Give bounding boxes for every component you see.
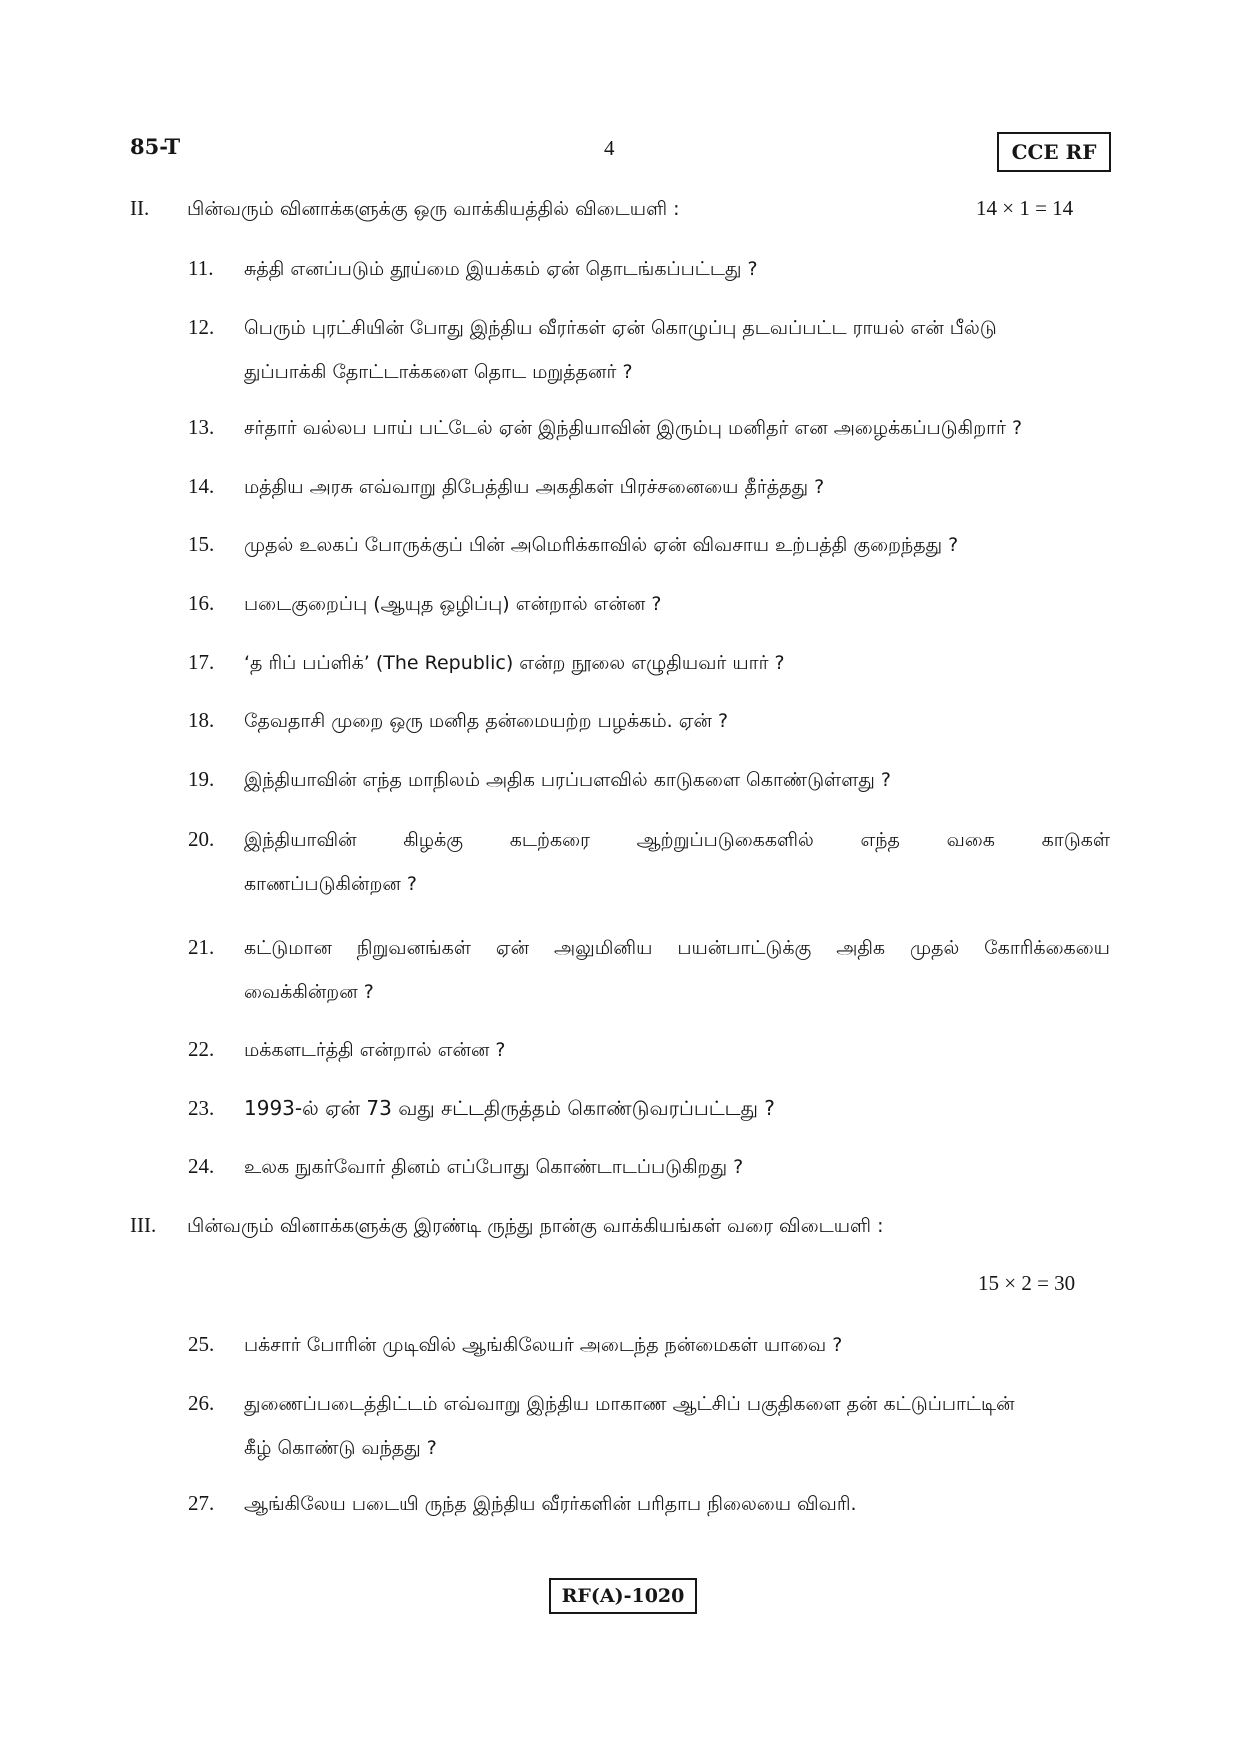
word: நிறுவனங்கள் (356, 937, 471, 959)
question-text-line2: கீழ் கொண்டு வந்தது ? (244, 1437, 437, 1459)
question-number: 21. (188, 935, 215, 959)
question-text-line1 (244, 937, 1110, 962)
word: கோரிக்கையை (984, 937, 1110, 959)
question-text: ‘த ரிப் பப்ளிக்’ (The Republic) என்ற நூலை எழுதியவர் யார் ? (244, 652, 785, 674)
question-text-line2: வைக்கின்றன ? (244, 981, 374, 1003)
question-number: 27. (188, 1491, 215, 1515)
question-number: 25. (188, 1332, 215, 1356)
word: கடற்கரை (509, 829, 590, 851)
word: பயன்பாட்டுக்கு (677, 937, 812, 959)
question-number: 19. (188, 767, 215, 791)
question-number: 24. (188, 1154, 215, 1178)
question-number: 15. (188, 532, 215, 556)
word: காடுகள் (1041, 829, 1110, 851)
question-number: 11. (188, 256, 214, 280)
exam-label-box: CCE RF (997, 132, 1111, 172)
word: ஏன் (495, 937, 530, 959)
question-number: 12. (188, 315, 215, 339)
question-text-line2: துப்பாக்கி தோட்டாக்களை தொட மறுத்தனர் ? (244, 361, 633, 383)
word: எந்த (860, 829, 900, 851)
section-3-number: III. (130, 1213, 157, 1237)
question-number: 26. (188, 1391, 215, 1415)
question-number: 17. (188, 650, 215, 674)
section-3-marks: 15 × 2 = 30 (978, 1271, 1076, 1295)
question-number: 13. (188, 415, 215, 439)
question-text-line1: பெரும் புரட்சியின் போது இந்திய வீரர்கள் ஏன் கொழுப்பு தடவப்பட்ட ராயல் என் பீல்டு (244, 317, 997, 339)
word: கிழக்கு (403, 829, 464, 851)
question-text-line1: துணைப்படைத்திட்டம் எவ்வாறு இந்திய மாகாண ஆட்சிப் பகுதிகளை தன் கட்டுப்பாட்டின் (244, 1393, 1015, 1415)
question-text: ஆங்கிலேய படையி ருந்த இந்திய வீரர்களின் பரிதாப நிலையை விவரி. (244, 1493, 857, 1515)
question-number: 16. (188, 591, 215, 615)
question-number: 23. (188, 1096, 215, 1120)
word: அலுமினிய (554, 937, 653, 959)
paper-code: 85-T (130, 134, 181, 159)
word: முதல் (910, 937, 960, 959)
question-text-line1 (244, 829, 1110, 854)
word: ஆற்றுப்படுகைகளில் (636, 829, 814, 851)
question-text: படைகுறைப்பு (ஆயுத ஒழிப்பு) என்றால் என்ன ? (244, 593, 662, 615)
question-number: 20. (188, 827, 215, 851)
question-text: சர்தார் வல்லப பாய் பட்டேல் ஏன் இந்தியாவின் இரும்பு மனிதர் என அழைக்கப்படுகிறார் ? (244, 417, 1023, 439)
question-text: தேவதாசி முறை ஒரு மனித தன்மையற்ற பழக்கம். ஏன் ? (244, 710, 729, 732)
section-2-instruction: பின்வரும் வினாக்களுக்கு ஒரு வாக்கியத்தில் விடையளி : (187, 198, 680, 220)
question-text: இந்தியாவின் எந்த மாநிலம் அதிக பரப்பளவில் காடுகளை கொண்டுள்ளது ? (244, 769, 891, 791)
footer-code-box: RF(A)-1020 (549, 1578, 697, 1614)
question-text: பக்சார் போரின் முடிவில் ஆங்கிலேயர் அடைந்த நன்மைகள் யாவை ? (244, 1334, 843, 1356)
word: இந்தியாவின் (244, 829, 357, 851)
question-text-line2: காணப்படுகின்றன ? (244, 873, 417, 895)
question-text: முதல் உலகப் போருக்குப் பின் அமெரிக்காவில் ஏன் விவசாய உற்பத்தி குறைந்தது ? (244, 534, 959, 556)
question-text: சுத்தி எனப்படும் தூய்மை இயக்கம் ஏன் தொடங்கப்பட்டது ? (244, 258, 758, 280)
question-text: உலக நுகர்வோர் தினம் எப்போது கொண்டாடப்படுகிறது ? (244, 1156, 744, 1178)
question-text: மத்திய அரசு எவ்வாறு திபேத்திய அகதிகள் பிரச்சனையை தீர்த்தது ? (244, 476, 825, 498)
word: வகை (946, 829, 995, 851)
question-text: மக்களடர்த்தி என்றால் என்ன ? (244, 1039, 506, 1061)
question-text: 1993-ல் ஏன் 73 வது சட்டதிருத்தம் கொண்டுவரப்பட்டது ? (244, 1096, 775, 1120)
page-number: 4 (604, 136, 615, 160)
section-3-instruction: பின்வரும் வினாக்களுக்கு இரண்டி ருந்து நான்கு வாக்கியங்கள் வரை விடையளி : (187, 1215, 884, 1237)
word: கட்டுமான (244, 937, 332, 959)
question-number: 18. (188, 708, 215, 732)
question-number: 14. (188, 474, 215, 498)
section-2-marks: 14 × 1 = 14 (976, 196, 1074, 220)
question-number: 22. (188, 1037, 215, 1061)
word: அதிக (836, 937, 886, 959)
section-2-number: II. (130, 196, 150, 220)
